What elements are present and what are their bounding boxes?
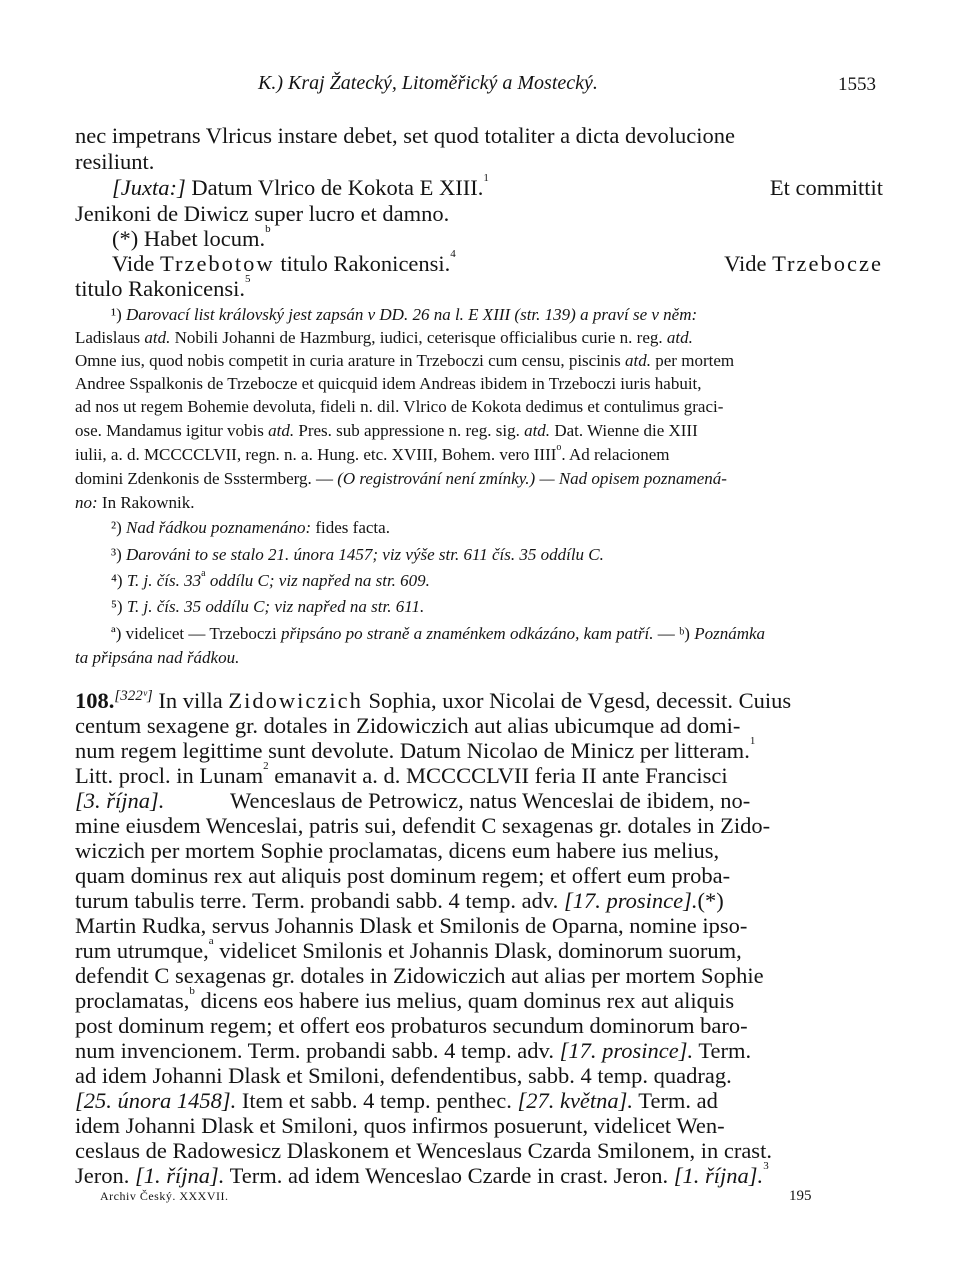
entry-line [75, 688, 791, 714]
footnote-marker: ª) [111, 624, 122, 643]
entry-line [75, 1088, 718, 1114]
text-run: proclamatas, [75, 988, 190, 1013]
text-run: Vide [112, 251, 155, 276]
text-run: Nobili Johanni de Hazmburg, iudici, ceterisque officialibus curie n. reg. [174, 328, 663, 347]
text-run: — [657, 624, 675, 643]
footnote-ref: b [189, 985, 195, 997]
editorial-date: [17. prosince]. [559, 1038, 694, 1063]
text-run: num invencionem. Term. probandi sabb. 4 temp. adv. [75, 1038, 554, 1063]
text-run: turum tabulis terre. Term. probandi sabb. 4 temp. adv. [75, 888, 559, 913]
text-run: . Ad relacionem [561, 445, 670, 464]
entry-line [75, 760, 728, 789]
entry-line [75, 888, 724, 914]
text-line [75, 123, 883, 149]
footnote-ref: 2 [263, 760, 269, 772]
entry-line: centum sexagene gr. dotales in Zidowiczich aut alias ubicumque ad domi- [75, 713, 741, 738]
footnote-marker: ³) [111, 545, 122, 564]
text-run: dicens eos habere ius melius, quam dominus rex aut aliquis [200, 988, 735, 1013]
footnote-line [111, 545, 604, 565]
text-run: Datum Vlrico de Kokota E XIII. [191, 175, 484, 200]
text-run: (O registrování není zmínky.) — Nad opisem poznamená- [337, 469, 727, 488]
text-run: atd. [268, 421, 295, 440]
text-run: Et committit [769, 175, 883, 200]
footnote-line: ad nos ut regem Bohemie devoluta, fideli n. dil. Vlrico de Kokota dedimus et contulimus graci- [75, 397, 724, 416]
footnote-line: Andree Sspalkonis de Trzebocze et quicquid idem Andreas ibidem in Trzeboczi iuris habuit, [75, 374, 702, 393]
text-line [75, 273, 251, 302]
text-run: Pres. sub appressione n. reg. sig. [298, 421, 520, 440]
text-run: no: [75, 493, 98, 512]
entry-line: defendit C sexagenas gr. dotales in Zidowiczich aut alias per mortem Sophie [75, 963, 764, 988]
entry-line: mine eiusdem Wenceslai, patris sui, defendit C sexagenas gr. dotales in Zido- [75, 813, 771, 838]
text-run: Poznámka [694, 624, 766, 643]
text-line: resiliunt. [75, 149, 155, 174]
footnote-marker: ⁴) [111, 571, 123, 590]
entry-number: 108. [75, 688, 115, 713]
entry-line: post dominum regem; et offert eos probaturos secundum dominorum baro- [75, 1013, 748, 1038]
editorial-date: [27. května]. [517, 1088, 634, 1113]
text-run: Omne ius, quod nobis competit in curia arature in Trzeboczi cum censu, piscinis [75, 351, 621, 370]
running-head: K.) Kraj Žatecký, Litoměřický a Mostecký. [258, 72, 598, 94]
text-run: Nad řádkou poznamenáno: [126, 518, 312, 537]
footnote-line [75, 442, 670, 465]
editorial-date: [3. října]. [75, 788, 165, 813]
text-run: oddílu C; viz napřed na str. 609. [209, 571, 430, 590]
entry-line [75, 985, 735, 1014]
footnote-marker: ²) [111, 518, 122, 537]
text-run: T. j. čís. 35 oddílu C; viz napřed na str. 611. [126, 597, 425, 616]
text-run: T. j. čís. 33 [126, 571, 202, 590]
text-run: připsáno po straně a znaménkem odkázáno, kam patří. [280, 624, 654, 643]
signature-mark: Archiv Český. XXXVII. [100, 1189, 229, 1203]
text-run: fides facta. [315, 518, 390, 537]
text-run: Term. [698, 1038, 752, 1063]
spaced-name: Zidowiczich [228, 688, 363, 713]
footnote-line [75, 421, 698, 441]
text-run: Litt. procl. in Lunam [75, 763, 264, 788]
text-run: atd. [625, 351, 652, 370]
text-run: Term. ad idem Wenceslao Czarde in crast. Jeron. [229, 1163, 669, 1188]
footnote-line [75, 469, 727, 489]
entry-line [75, 1160, 769, 1189]
footnote-marker: ᵇ) [679, 624, 690, 643]
editorial-bracket: [Juxta:] [112, 175, 186, 200]
entry-line: quam dominus rex aut aliquis post dominum regem; et offert eum proba- [75, 863, 731, 888]
text-run: In villa [158, 688, 223, 713]
editorial-date: [1. října]. [673, 1163, 764, 1188]
text-run: atd. [524, 421, 551, 440]
footnote-line [111, 597, 424, 617]
text-run: Ladislaus [75, 328, 141, 347]
page-number: 1553 [838, 74, 876, 95]
entry-line [75, 1038, 751, 1064]
editorial-date: [1. října]. [135, 1163, 225, 1188]
text-line: Jenikoni de Diwicz super lucro et damno. [75, 201, 450, 226]
footnote-ref: 1 [483, 172, 489, 184]
text-run: atd. [666, 328, 693, 347]
text-run: titulo Rakonicensi. [75, 276, 245, 301]
text-run: rum utrumque, [75, 938, 209, 963]
superscript: a [201, 568, 206, 579]
editorial-date: [17. prosince]. [563, 888, 698, 913]
text-run: videlicet Smilonis et Johannis Dlask, dominorum suorum, [219, 938, 742, 963]
entry-line: Martin Rudka, servus Johannis Dlask et Smilonis de Oparna, nomine ipso- [75, 913, 748, 938]
footnote-ref: 1 [749, 735, 756, 747]
spaced-name: Trzebotow [160, 251, 275, 276]
text-run: domini Zdenkonis de Ssstermberg. — [75, 469, 333, 488]
text-run: Vide Trzebocze [724, 251, 883, 276]
entry-line: idem Johanni Dlask et Smiloni, quos infirmos posuerunt, videlicet Wen- [75, 1113, 725, 1138]
text-run: Sophia, uxor Nicolai de Vgesd, decessit. Cuius [368, 688, 792, 713]
text-run: num regem legittime sunt devolute. Datum Nicolao de Minicz per litteram. [75, 738, 750, 763]
text-run: Darováni to se stalo 21. února 1457; viz výše str. 611 čís. 35 oddílu C. [126, 545, 604, 564]
footnote-ref: 3 [763, 1160, 769, 1172]
entry-line: ceslaus de Radowesicz Dlaskonem et Wenceslaus Czarda Smilonem, in crast. [75, 1138, 772, 1163]
footnote-ref: a [208, 935, 214, 947]
footnote-ref: 5 [244, 273, 251, 285]
folio-reference: [322ᵛ] [114, 688, 153, 704]
entry-line [75, 788, 750, 814]
text-run: Wenceslaus de Petrowicz, natus Wenceslai de ibidem, no- [230, 788, 751, 813]
text-run: nec impetrans Vlricus instare debet, set quod totaliter a dicta devolucione [75, 123, 735, 148]
entry-line [75, 935, 742, 964]
footnote-line [75, 493, 194, 513]
footnote-line: ta připsána nad řádkou. [75, 648, 240, 667]
sheet-number: 195 [789, 1188, 812, 1204]
entry-line [75, 735, 756, 764]
footnote-marker: ⁵) [111, 597, 123, 616]
entry-line: ad idem Johanni Dlask et Smiloni, defendentibus, sabb. 4 temp. quadrag. [75, 1063, 732, 1088]
footnote-marker: ¹) [111, 305, 122, 324]
text-run: Dat. Wienne die XIII [554, 421, 698, 440]
footnote-line [111, 518, 390, 538]
footnote-line [75, 328, 693, 348]
text-run: titulo Rakonicensi. [280, 251, 451, 276]
text-run: In Rakownik. [101, 493, 195, 512]
text-run: atd. [144, 328, 171, 347]
editorial-date: [25. února 1458]. [75, 1088, 237, 1113]
footnote-ref: 4 [450, 248, 456, 260]
text-run: Term. ad [638, 1088, 718, 1113]
text-run: videlicet — Trzeboczi [125, 624, 277, 643]
text-run: Jeron. [75, 1163, 130, 1188]
footnote-ref: b [265, 223, 271, 235]
text-line [112, 248, 883, 277]
footnote-line [111, 305, 697, 325]
footnote-line [111, 624, 883, 644]
text-run: emanavit a. d. MCCCCLVII feria II ante Francisci [274, 763, 728, 788]
footnote-line [111, 568, 430, 591]
text-run: (*) [697, 888, 724, 913]
text-run: ose. Mandamus igitur vobis [75, 421, 264, 440]
superscript: o [556, 442, 562, 453]
entry-line: wiczich per mortem Sophie proclamatas, dicens eum habere ius melius, [75, 838, 720, 863]
text-run: Darovací list královský jest zapsán v DD. 26 na l. E XIII (str. 139) a praví se v něm: [126, 305, 698, 324]
text-run: (*) Habet locum. [112, 226, 266, 251]
text-run: iulii, a. d. MCCCCLVII, regn. n. a. Hung. etc. XVIII, Bohem. vero IIII [75, 445, 557, 464]
text-line [112, 172, 883, 201]
text-run: Item et sabb. 4 temp. penthec. [241, 1088, 512, 1113]
footnote-line [75, 351, 734, 371]
text-line [112, 223, 271, 252]
text-run: per mortem [655, 351, 735, 370]
